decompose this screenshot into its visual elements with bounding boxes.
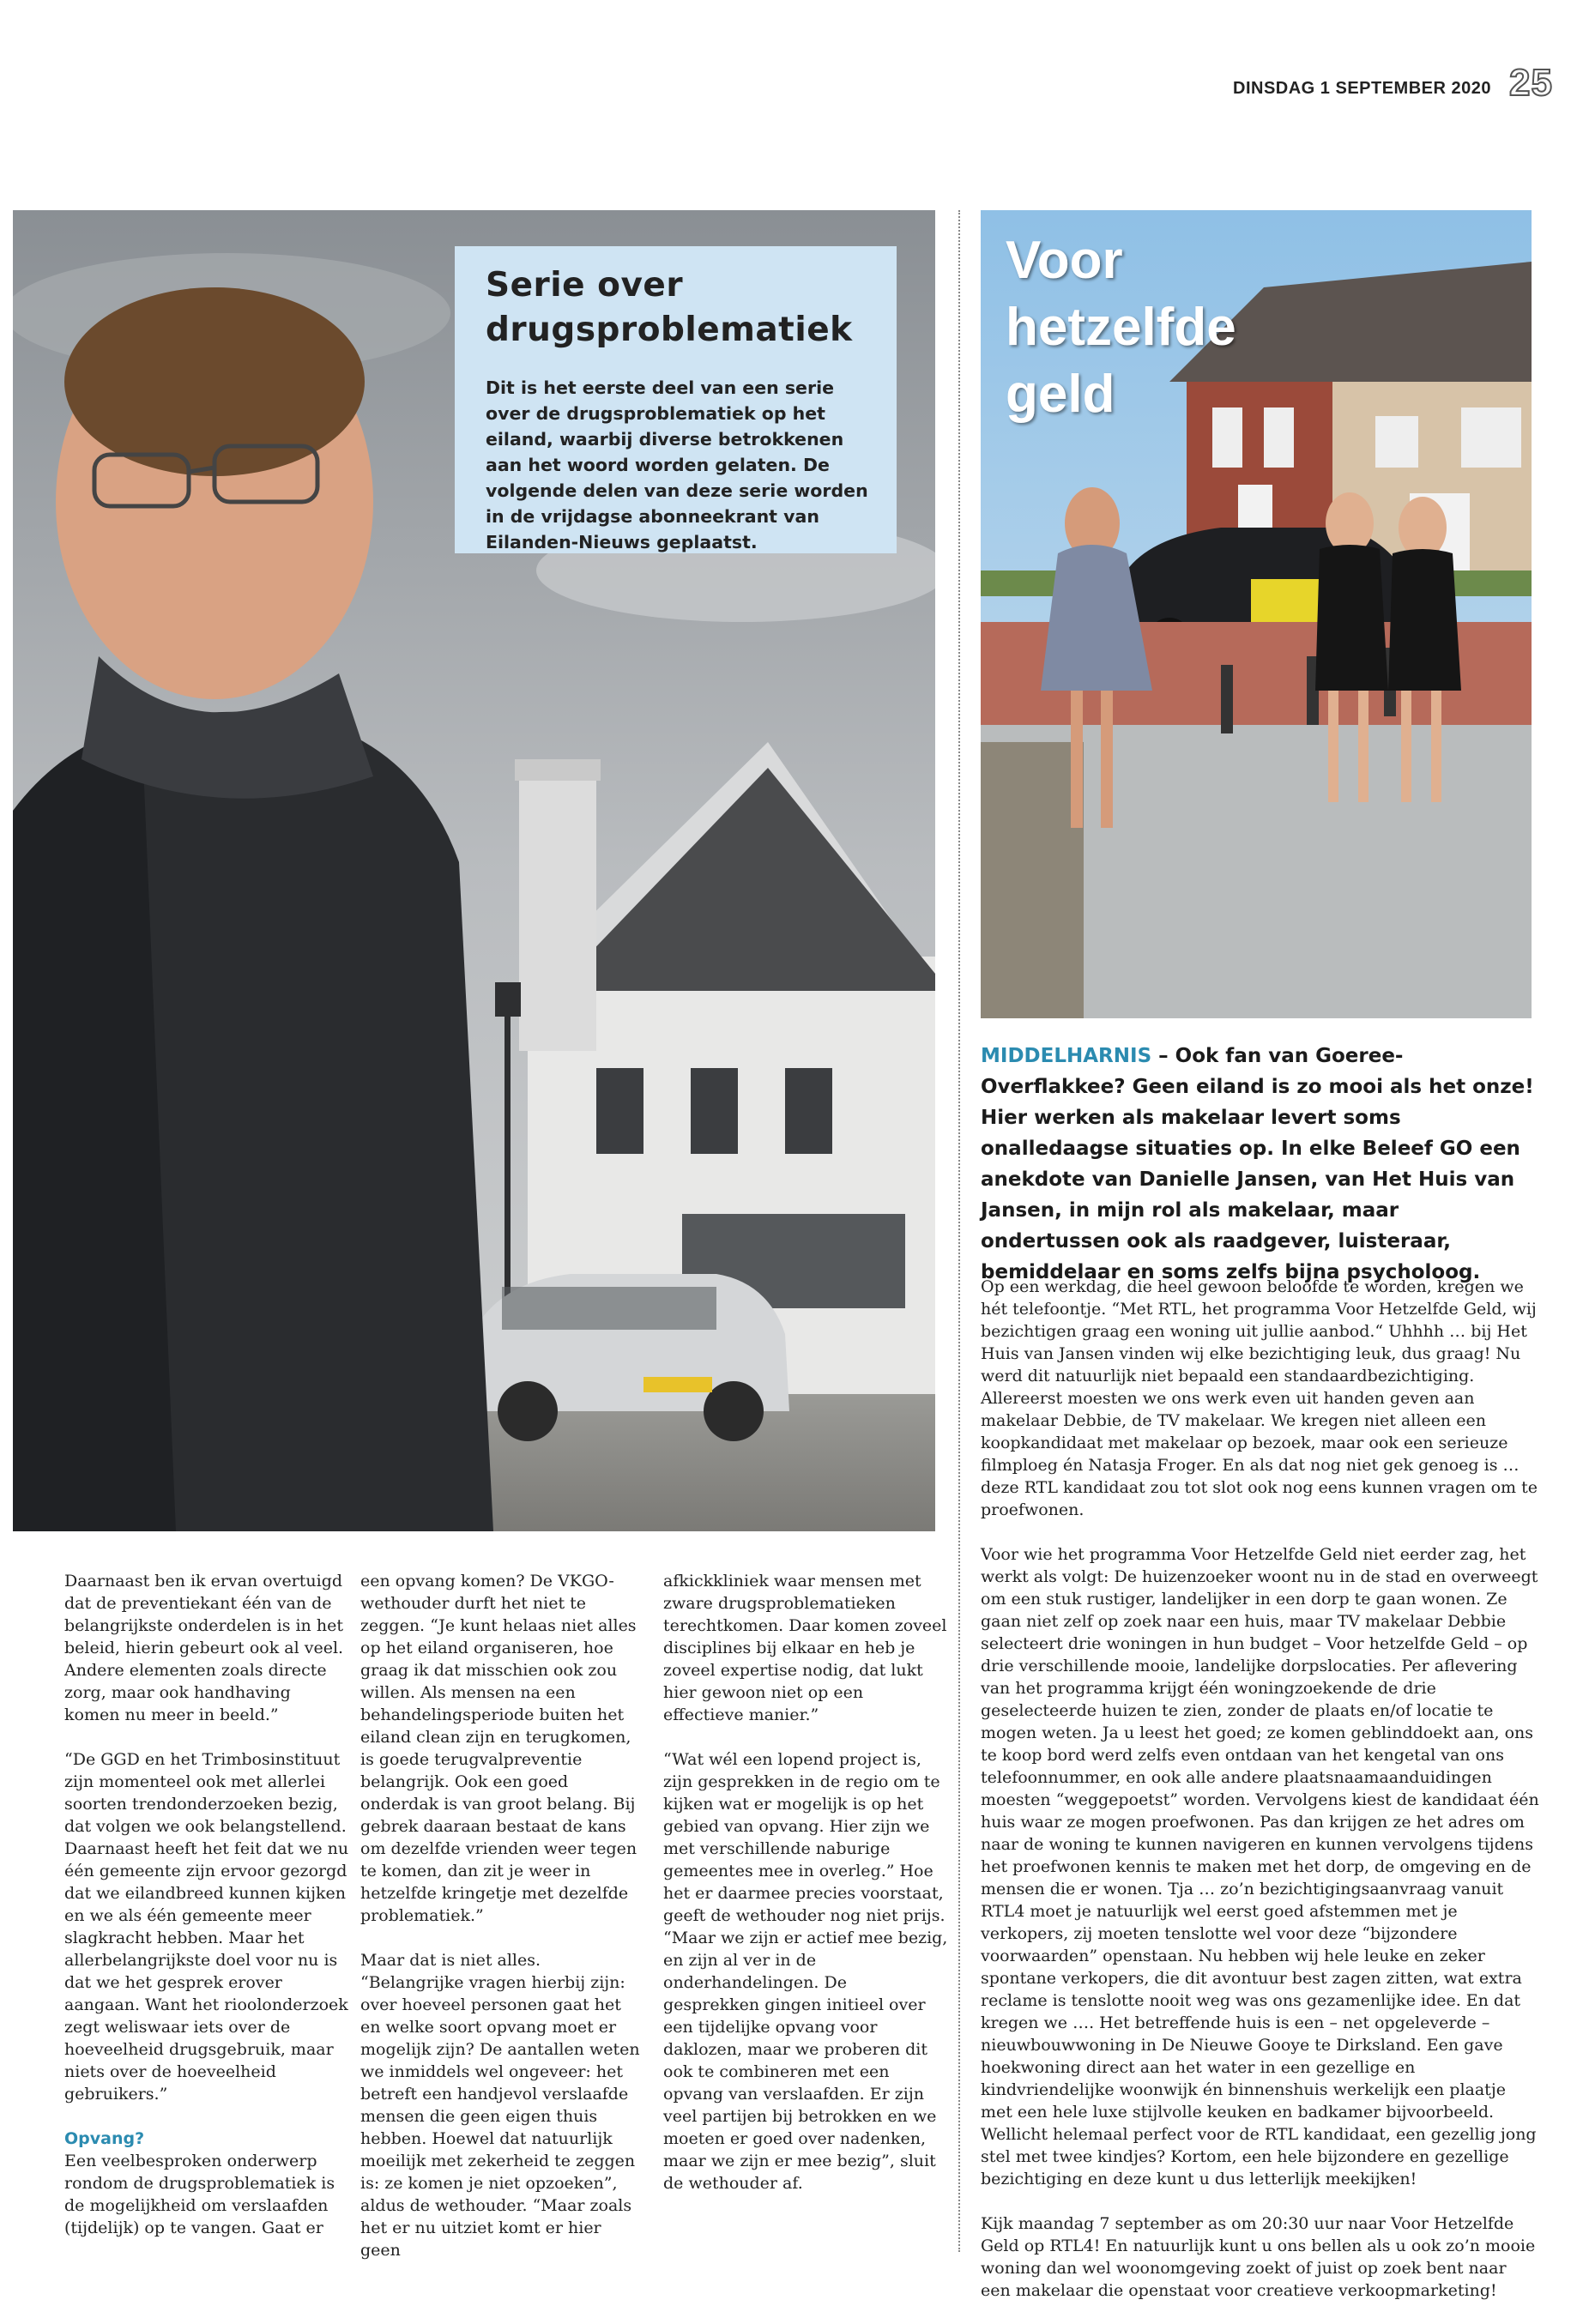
article-column-3 (663, 1570, 948, 2217)
issue-date: DINSDAG 1 SEPTEMBER 2020 (1233, 79, 1491, 98)
photo-title (1006, 227, 1236, 428)
article-paragraph: afkickkliniek waar mensen met zware drugsproblematieken terechtkomen. Daar komen zoveel disciplines bij elkaar en heb je zoveel expertise nodig, dat lukt hier gewoon niet op een effectieve manier.” (663, 1572, 947, 1724)
article-paragraph: Daarnaast ben ik ervan overtuigd dat de preventiekant één van de belangrijkste onderdelen is in het beleid, hierin gebeurt ook al veel. Andere elementen zoals directe zorg, maar ook handhaving komen nu meer in beeld.” (64, 1572, 344, 1724)
photo-title-line2: hetzelfde (1006, 298, 1236, 357)
article-column-2 (360, 1570, 645, 2284)
page-number: 25 (1509, 62, 1553, 104)
article-right-body (981, 1276, 1540, 2324)
article-paragraph: Kijk maandag 7 september as om 20:30 uur naar Voor Hetzelfde Geld op RTL4! En natuurlijk kunt u ons bellen als u ook zo’n mooie woning dan wel woonomgeving zoekt of juist op zoek bent naar een makelaar die openstaat voor creatieve verkoopmarketing! (981, 2214, 1536, 2300)
photo-title-line1: Voor (1006, 231, 1123, 290)
series-infobox (455, 246, 897, 553)
article-paragraph: Op een werkdag, die heel gewoon beloofde te worden, kregen we hét telefoontje. “Met RTL, het programma Voor Hetzelfde Geld, wij bezichtigen graag een woning uit jullie aanbod.“ Uhhhh … bij Het Huis van Jansen vinden wij elke bezichtiging leuk, dus graag! Nu werd dit natuurlijk niet bepaald een standaardbezichtiging. Allereerst moesten we ons werk even uit handen geven aan makelaar Debbie, de TV makelaar. We kregen niet alleen een koopkandidaat met makelaar op bezoek, maar ook een serieuze filmploeg én Natasja Froger. En als dat nog niet gek genoeg is … deze RTL kandidaat zou tot slot ook nog eens kunnen vragen om te proefwonen. (981, 1277, 1538, 1519)
lead-text: – Ook fan van Goeree-Overflakkee? Geen eiland is zo mooi als het onze! Hier werken als makelaar levert soms onalledaagse situaties op. In elke Beleef GO een anekdote van Danielle Jansen, van Het Huis van Jansen, in mijn rol als makelaar, maar ondertussen ook als raadgever, luisteraar, bemiddelaar en soms zelfs bijna psycholoog. (981, 1045, 1534, 1283)
article-paragraph: een opvang komen? De VKGO-wethouder durft het niet te zeggen. “Je kunt helaas niet alles op het eiland organiseren, hoe graag ik dat misschien ook zou willen. Als mensen na een behandelingsperiode buiten het eiland clean zijn en terugkomen, is goede terugvalpreventie belangrijk. Ook een goed onderdak is van groot belang. Bij gebrek daaraan bestaat de kans om dezelfde vrienden weer tegen te komen, dan zit je weer in hetzelfde kringetje met dezelfde problematiek.” (360, 1572, 637, 1925)
photo-title-line3: geld (1006, 365, 1115, 424)
column-divider (958, 210, 960, 2252)
article-column-1 (64, 1570, 349, 2261)
infobox-title-line2: drugsproblematiek (486, 311, 853, 349)
infobox-title (486, 263, 853, 353)
article-paragraph: “Wat wél een lopend project is, zijn gesprekken in de regio om te kijken wat er mogelijk is op het gebied van opvang. Hier zijn we met verschillende naburige gemeentes mee in overleg.” Hoe het er daarmee precies voorstaat, geeft de wethouder nog niet prijs. “Maar we zijn er actief mee bezig, en zijn al ver in de onderhandelingen. De gesprekken gingen initieel over een tijdelijke opvang voor daklozen, maar we proberen dit ook te combineren met een opvang van verslaafden. Er zijn veel partijen bij betrokken en we moeten er goed over nadenken, maar we zijn er mee bezig”, sluit de wethouder af. (663, 1750, 948, 2193)
article-paragraph: Maar dat is niet alles. “Belangrijke vragen hierbij zijn: over hoeveel personen gaat het en welke soort opvang moet er mogelijk zijn? De aantallen weten we inmiddels wel ongeveer: het betreft een handjevol verslaafde mensen die geen eigen thuis hebben. Hoewel dat natuurlijk moeilijk met zekerheid te zeggen is: ze komen je niet opzoeken”, aldus de wethouder. “Maar zoals het er nu uitziet komt er hier geen (360, 1951, 640, 2260)
article-paragraph: Voor wie het programma Voor Hetzelfde Geld niet eerder zag, het werkt als volgt: De huizenzoeker woont nu in de stad en overweegt om een stuk rustiger, landelijker in een dorp te gaan wonen. Ze gaan niet zelf op zoek naar een huis, maar TV makelaar Debbie selecteert drie woningen in hun budget – Voor hetzelfde Geld – op drie verschillende mooie, landelijke dorpslocaties. Per aflevering van het programma krijgt één woningzoekende de drie geselecteerde huizen te zien, zonder de plaats en/of locatie te mogen weten. Ja u leest het goed; ze komen geblinddoekt aan, ons te koop bord werd zelfs even ontdaan van het kengetal van ons telefoonnummer, en ook alle andere plaatsnaamaanduidingen moesten “weggepoetst” worden. Vervolgens kiest de kandidaat één huis waar ze mogen proefwonen. Pas dan krijgen ze het adres om naar de woning te kunnen navigeren en kunnen vervolgens tijdens het proefwonen kennis te maken met het dorp, de omgeving en de mensen die er wonen. Tja … zo’n bezichtigingsaanvraag vanuit RTL4 moet je natuurlijk wel eerst goed afstemmen met je verkopers, zij moeten tenslotte wel voor deze “bijzondere voorwaarden” openstaan. Nu hebben wij hele leuke en zeker spontane verkopers, die dit avontuur best zagen zitten, wat extra reclame is tenslotte nooit weg was ons gezamenlijke idee. En dat kregen we …. Het betreffende huis is een – net opgeleverde – nieuwbouwwoning in De Nieuwe Gooye te Dirksland. Een gave hoekwoning direct aan het water in een gezellige en kindvriendelijke woonwijk én binnenshuis werkelijk een plaatje met een hele luxe stijlvolle keuken en badkamer bijvoorbeeld. Wellicht helemaal perfect voor de RTL kandidaat, een gezellig jong stel met twee kindjes? Kortom, een hele bijzondere en gezellige bezichtiging en deze kunt u dus letterlijk meekijken! (981, 1545, 1539, 2188)
article-lead (981, 1041, 1538, 1288)
infobox-title-line1: Serie over (486, 266, 684, 305)
dateline-place: MIDDELHARNIS (981, 1045, 1152, 1067)
article-paragraph: “De GGD en het Trimbosinstituut zijn momenteel ook met allerlei soorten trendonderzoeken bezig, dat volgen we ook belangstellend. Daarnaast heeft het feit dat we nu één gemeente zijn ervoor gezorgd dat we eilandbreed kunnen kijken en we als één gemeente meer slagkracht hebben. Maar het allerbelangrijkste doel voor nu is dat we het gesprek erover aangaan. Want het rioolonderzoek zegt weliswaar iets over de hoeveelheid drugsgebruik, maar niets over de hoeveelheid gebruikers.” (64, 1750, 349, 2104)
subheading-opvang: Opvang? (64, 2129, 145, 2148)
article-paragraph: Een veelbesproken onderwerp rondom de drugsproblematiek is de mogelijkheid om verslaafden (tijdelijk) op te vangen. Gaat er (64, 2152, 335, 2237)
infobox-text: Dit is het eerste deel van een serie over de drugsproblematiek op het eiland, waarbij diverse betrokkenen aan het woord worden gelaten. De volgende delen van deze serie worden in de vrijdagse abonneekrant van Eilanden-Nieuws geplaatst. (486, 377, 868, 552)
